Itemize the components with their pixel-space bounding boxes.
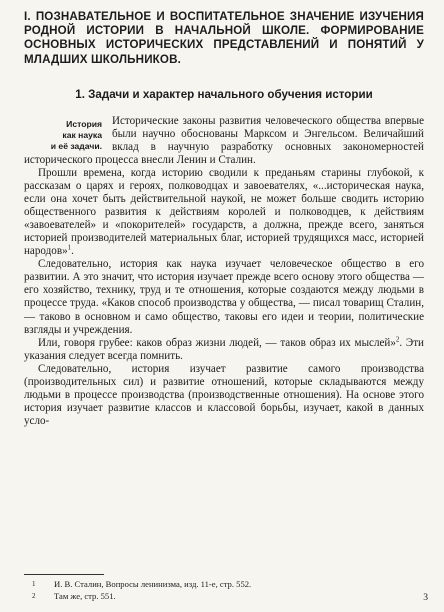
footnote-number: 1 bbox=[32, 580, 36, 588]
side-note-line: и её задачи. bbox=[50, 140, 102, 151]
footnote-number: 2 bbox=[32, 592, 36, 600]
paragraph: Следовательно, история изучает развитие самого производства (производительных сил) и развитие отношений, которые складываются между людьми в процессе производства (производственные отношения). На основе этого история изучает развитие классов и классовой борьбы, изучает, какой в данных усло- bbox=[24, 362, 424, 427]
footnote bbox=[24, 590, 404, 602]
paragraph: Исторические законы развития человеческого общества впервые были научно обоснованы Марксом и Энгельсом. Величайший вклад в научную разработку основных закономерностей исторического процесса внесли Ленин и Сталин. bbox=[24, 114, 424, 166]
footnote-divider bbox=[24, 574, 104, 575]
paragraph: Следовательно, история как наука изучает человеческое общество в его развитии. А это значит, что история изучает прежде всего основу этого общества — его хозяйство, технику, труд и те отношения, которые создаются между людьми в процессе труда. «Каков способ производства у общества, — писал товарищ Сталин, — таково в основном и само общество, таковы его идеи и теории, политические взгляды и учреждения. bbox=[24, 258, 424, 336]
side-note-line: История bbox=[66, 118, 102, 129]
footnote bbox=[24, 578, 404, 590]
chapter-title: I. ПОЗНАВАТЕЛЬНОЕ И ВОСПИТАТЕЛЬНОЕ ЗНАЧЕНИЕ ИЗУЧЕНИЯ РОДНОЙ ИСТОРИИ В НАЧАЛЬНОЙ ШКОЛЕ. ФОРМИРОВАНИЕ ОСНОВНЫХ ИСТОРИЧЕСКИХ ПРЕДСТАВЛЕНИЙ И ПОНЯТИЙ У МЛАДШИХ ШКОЛЬНИКОВ. bbox=[24, 10, 424, 66]
page-content bbox=[24, 10, 424, 428]
footnotes bbox=[24, 578, 404, 602]
footnote-ref: 1 bbox=[67, 243, 72, 252]
side-note-line: как наука bbox=[62, 129, 102, 140]
footnote-text: И. В. Сталин, Вопросы ленинизма, изд. 11-е, стр. 552. bbox=[54, 579, 252, 589]
side-note bbox=[24, 119, 102, 152]
page-number: 3 bbox=[423, 592, 428, 603]
footnote-ref: 2 bbox=[395, 334, 400, 343]
paragraph: Прошли времена, когда историю сводили к преданьям старины глубокой, к рассказам о царях и героях, полководцах и завоевателях, «...историческая наука, если она хочет быть действительной наукой, не может больше сводить историю общественного развития к действиям королей и полководцев, к действиям «завоевателей» и «покорителей» государств, а должна, прежде всего, заняться историей производителей материальных благ, историей трудящихся масс, историей народов»$^1$. bbox=[24, 167, 424, 258]
section-title: 1. Задачи и характер начального обучения истории bbox=[75, 87, 373, 101]
footnote-text: Там же, стр. 551. bbox=[54, 591, 116, 601]
body-text bbox=[24, 115, 424, 428]
paragraph: Или, говоря грубее: каков образ жизни людей, — таков образ их мыслей»$^2$. Эти указания следует всегда помнить. bbox=[24, 334, 424, 362]
